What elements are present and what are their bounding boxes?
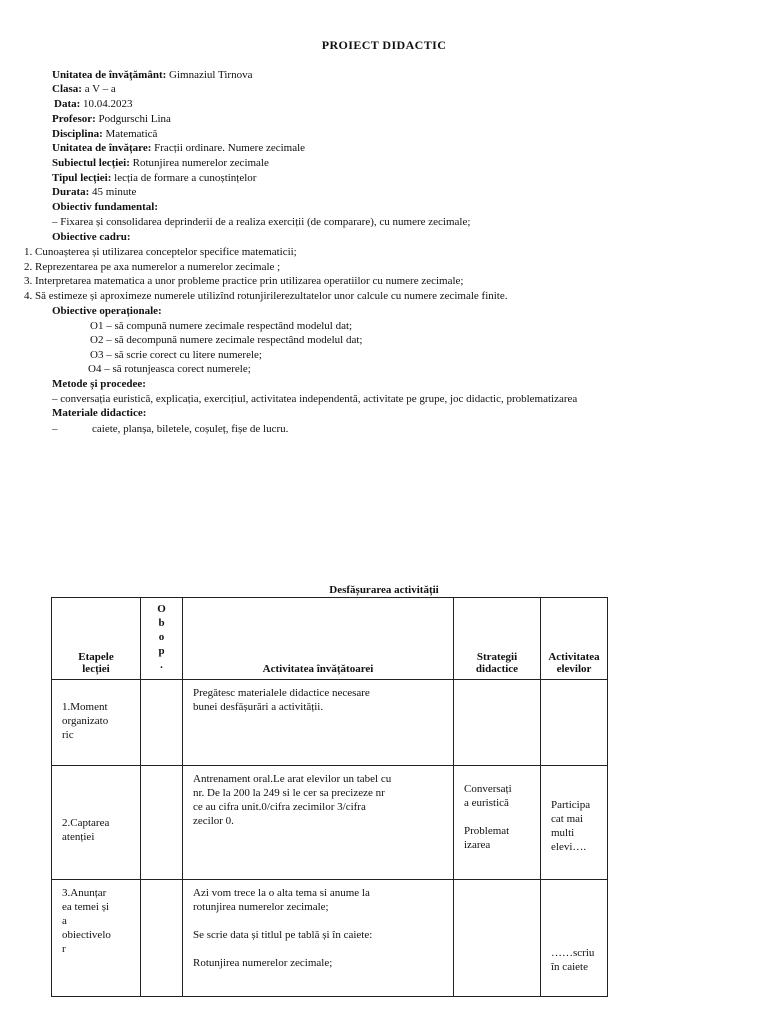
info-learning-unit: Unitatea de învățare: Fracții ordinare. Numere zecimale — [52, 142, 306, 154]
header-obop: O b o p . — [141, 598, 183, 680]
methods-label: Metode și procedee: — [52, 378, 146, 390]
table-row — [52, 766, 608, 880]
obop-cell — [141, 880, 183, 997]
activitate-cell: Pregătesc materialele didactice necesare bunei desfășurări a activității. — [183, 680, 454, 766]
info-class: Clasa: a V – a — [52, 83, 116, 95]
etapa-cell: 2.Captarea atenției — [52, 766, 141, 880]
document-title: PROIECT DIDACTIC — [321, 38, 447, 52]
info-duration: Durata: 45 minute — [52, 186, 137, 198]
strategii-cell: Conversați a euristică Problemat izarea — [454, 766, 541, 880]
fundamental-label: Obiectiv fundamental: — [52, 201, 159, 213]
obop-cell — [141, 680, 183, 766]
activity-table — [51, 597, 608, 997]
etapa-cell: 3.Anunțar ea temei și a obiectivelo r — [52, 880, 141, 997]
operational-item: O4 – să rotunjeasca corect numerele; — [88, 363, 251, 375]
cadru-item: 4. Să estimeze și aproximeze numerele utilizînd rotunjirilerezultatelor unor calcule cu numere zecimale finite. — [24, 290, 508, 302]
operational-label: Obiective operaționale: — [52, 305, 162, 317]
header-activitatea: Activitatea învățătoarei — [183, 598, 454, 680]
methods-text: – conversația euristică, explicația, exercițiul, activitatea independentă, activitate pe grupe, joc didactic, problematizarea — [52, 393, 578, 405]
cadru-item: 1. Cunoașterea și utilizarea conceptelor specifice matematicii; — [24, 246, 297, 258]
header-elevilor: Activitatea elevilor — [541, 598, 608, 680]
info-school: Unitatea de învățământ: Gimnaziul Tirnova — [52, 69, 253, 81]
section-title: Desfășurarea activității — [329, 584, 439, 596]
cadru-item: 2. Reprezentarea pe axa numerelor a numerelor zecimale ; — [24, 261, 281, 273]
info-discipline: Disciplina: Matematică — [52, 128, 158, 140]
operational-item: O1 – să compună numere zecimale respectând modelul dat; — [90, 320, 353, 332]
materials-label: Materiale didactice: — [52, 407, 147, 419]
activitate-cell: Antrenament oral.Le arat elevilor un tabel cu nr. De la 200 la 249 si le cer sa precizeze nr ce au cifra unit.0/cifra zecimilor 3/cifra zecilor 0. — [183, 766, 454, 880]
obop-cell — [141, 766, 183, 880]
elevi-cell — [541, 680, 608, 766]
fundamental-text: – Fixarea și consolidarea deprinderii de a realiza exerciții (de comparare), cu numere zecimale; — [52, 216, 471, 228]
activitate-cell: Azi vom trece la o alta tema si anume la rotunjirea numerelor zecimale; Se scrie data și titlul pe tablă și în caiete: Rotunjirea numerelor zecimale; — [183, 880, 454, 997]
strategii-cell — [454, 880, 541, 997]
table-row — [52, 880, 608, 997]
cadru-item: 3. Interpretarea matematica a unor probleme practice prin utilizarea operatiilor cu numere zecimale; — [24, 275, 464, 287]
elevi-cell: ……scriu în caiete — [541, 880, 608, 997]
info-lesson-type: Tipul lecției: lecția de formare a cunoștințelor — [52, 172, 257, 184]
operational-item: O3 – să scrie corect cu litere numerele; — [90, 349, 262, 361]
table-header-row — [52, 598, 608, 680]
strategii-cell — [454, 680, 541, 766]
materials-dash: – — [52, 423, 58, 435]
operational-item: O2 – să decompună numere zecimale respectând modelul dat; — [90, 334, 363, 346]
header-strategii: Strategii didactice — [454, 598, 541, 680]
cadru-label: Obiective cadru: — [52, 231, 131, 243]
info-date: Data: 10.04.2023 — [54, 98, 133, 110]
header-etape: Etapele lecției — [52, 598, 141, 680]
elevi-cell: Participa cat mai multi elevi…. — [541, 766, 608, 880]
materials-text: caiete, planșa, biletele, coșuleț, fișe de lucru. — [92, 423, 289, 435]
etapa-cell: 1.Moment organizato ric — [52, 680, 141, 766]
info-teacher: Profesor: Podgurschi Lina — [52, 113, 171, 125]
table-row — [52, 680, 608, 766]
info-subject: Subiectul lecției: Rotunjirea numerelor zecimale — [52, 157, 269, 169]
